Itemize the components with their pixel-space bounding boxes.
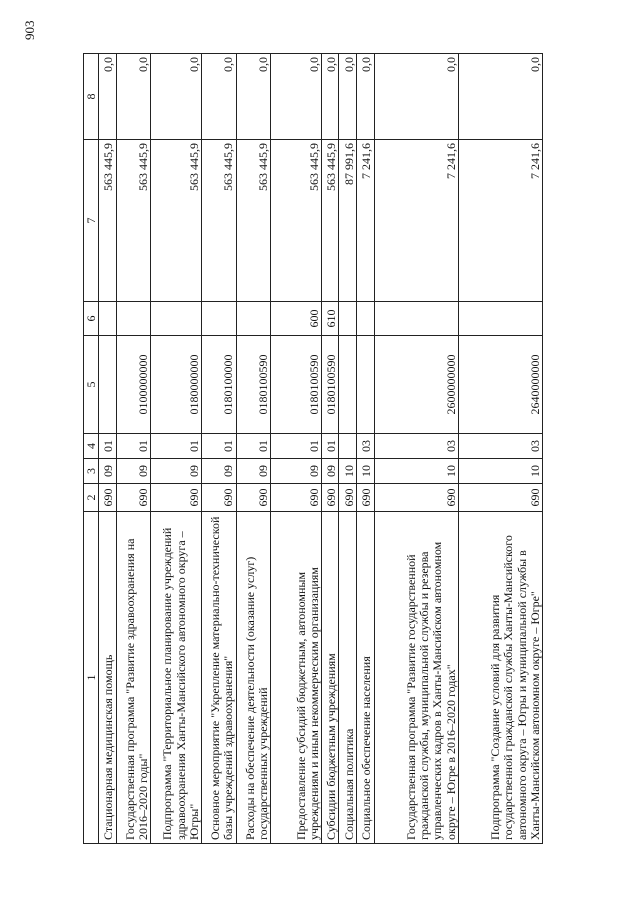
value-cell-c8: 0,0 bbox=[116, 54, 151, 140]
value-cell-c6 bbox=[339, 302, 357, 336]
value-cell-c5: 0180100000 bbox=[201, 336, 236, 434]
value-cell-c5: 0180100590 bbox=[321, 336, 339, 434]
table-row bbox=[236, 54, 271, 844]
header-cell: 1 bbox=[84, 512, 99, 844]
value-cell-c7: 7 241,6 bbox=[357, 140, 375, 302]
value-cell-c8: 0,0 bbox=[236, 54, 271, 140]
header-cell: 3 bbox=[84, 459, 99, 484]
value-cell-c6 bbox=[374, 302, 458, 336]
value-cell-c3: 10 bbox=[339, 459, 357, 484]
value-cell-c7: 563 445,9 bbox=[236, 140, 271, 302]
header-cell: 4 bbox=[84, 434, 99, 459]
budget-table bbox=[83, 53, 543, 844]
value-cell-c8: 0,0 bbox=[99, 54, 117, 140]
table-row bbox=[271, 54, 322, 844]
value-cell-c5 bbox=[99, 336, 117, 434]
value-cell-c7: 563 445,9 bbox=[151, 140, 202, 302]
value-cell-c2: 690 bbox=[99, 484, 117, 512]
value-cell-c5: 0100000000 bbox=[116, 336, 151, 434]
row-name-cell: Основное мероприятие "Укрепление материально-технической базы учреждений здравоохранения" bbox=[201, 512, 236, 844]
row-name-cell: Стационарная медицинская помощь bbox=[99, 512, 117, 844]
value-cell-c8: 0,0 bbox=[458, 54, 542, 140]
value-cell-c2: 690 bbox=[357, 484, 375, 512]
table-row bbox=[151, 54, 202, 844]
value-cell-c6 bbox=[151, 302, 202, 336]
value-cell-c2: 690 bbox=[116, 484, 151, 512]
value-cell-c6 bbox=[357, 302, 375, 336]
value-cell-c5: 2640000000 bbox=[458, 336, 542, 434]
value-cell-c2: 690 bbox=[236, 484, 271, 512]
header-cell: 2 bbox=[84, 484, 99, 512]
value-cell-c6 bbox=[458, 302, 542, 336]
value-cell-c4 bbox=[339, 434, 357, 459]
header-row bbox=[84, 54, 99, 844]
value-cell-c8: 0,0 bbox=[151, 54, 202, 140]
value-cell-c2: 690 bbox=[271, 484, 322, 512]
value-cell-c3: 09 bbox=[271, 459, 322, 484]
value-cell-c7: 87 991,6 bbox=[339, 140, 357, 302]
value-cell-c5: 0180100590 bbox=[271, 336, 322, 434]
row-name-cell: Социальное обеспечение населения bbox=[357, 512, 375, 844]
value-cell-c4: 01 bbox=[116, 434, 151, 459]
table-body bbox=[99, 54, 543, 844]
row-name-cell: Государственная программа "Развитие государственной гражданской службы, муниципальной службы и резерва управленческих кадров в Ханты-Мансийском автономном округе – Югре в 2016–2020 годах" bbox=[374, 512, 458, 844]
value-cell-c7: 7 241,6 bbox=[374, 140, 458, 302]
table-row bbox=[201, 54, 236, 844]
value-cell-c4: 01 bbox=[236, 434, 271, 459]
value-cell-c2: 690 bbox=[201, 484, 236, 512]
value-cell-c8: 0,0 bbox=[201, 54, 236, 140]
value-cell-c2: 690 bbox=[458, 484, 542, 512]
value-cell-c3: 09 bbox=[201, 459, 236, 484]
row-name-cell: Предоставление субсидий бюджетным, автономным учреждениям и иным некоммерческим организациям bbox=[271, 512, 322, 844]
value-cell-c2: 690 bbox=[151, 484, 202, 512]
page-number: 903 bbox=[22, 20, 37, 40]
value-cell-c8: 0,0 bbox=[374, 54, 458, 140]
table-row bbox=[458, 54, 542, 844]
value-cell-c4: 01 bbox=[321, 434, 339, 459]
value-cell-c6 bbox=[201, 302, 236, 336]
value-cell-c5: 0180000000 bbox=[151, 336, 202, 434]
value-cell-c5: 2600000000 bbox=[374, 336, 458, 434]
table-row bbox=[99, 54, 117, 844]
row-name-cell: Субсидии бюджетным учреждениям bbox=[321, 512, 339, 844]
value-cell-c8: 0,0 bbox=[271, 54, 322, 140]
value-cell-c3: 10 bbox=[357, 459, 375, 484]
value-cell-c4: 01 bbox=[201, 434, 236, 459]
table-row bbox=[339, 54, 357, 844]
value-cell-c7: 563 445,9 bbox=[321, 140, 339, 302]
header-cell: 7 bbox=[84, 140, 99, 302]
value-cell-c4: 03 bbox=[357, 434, 375, 459]
row-name-cell: Государственная программа "Развитие здравоохранения на 2016–2020 годы" bbox=[116, 512, 151, 844]
value-cell-c5: 0180100590 bbox=[236, 336, 271, 434]
value-cell-c8: 0,0 bbox=[321, 54, 339, 140]
value-cell-c4: 01 bbox=[99, 434, 117, 459]
value-cell-c6: 600 bbox=[271, 302, 322, 336]
value-cell-c2: 690 bbox=[374, 484, 458, 512]
value-cell-c7: 563 445,9 bbox=[99, 140, 117, 302]
value-cell-c7: 563 445,9 bbox=[201, 140, 236, 302]
header-cell: 6 bbox=[84, 302, 99, 336]
row-name-cell: Социальная политика bbox=[339, 512, 357, 844]
rotated-table-container bbox=[83, 54, 543, 844]
row-name-cell: Расходы на обеспечение деятельности (оказание услуг) государственных учреждений bbox=[236, 512, 271, 844]
value-cell-c3: 09 bbox=[99, 459, 117, 484]
value-cell-c6 bbox=[116, 302, 151, 336]
value-cell-c4: 01 bbox=[271, 434, 322, 459]
table-row bbox=[321, 54, 339, 844]
value-cell-c3: 09 bbox=[321, 459, 339, 484]
value-cell-c8: 0,0 bbox=[339, 54, 357, 140]
value-cell-c3: 10 bbox=[458, 459, 542, 484]
value-cell-c5 bbox=[339, 336, 357, 434]
value-cell-c4: 01 bbox=[151, 434, 202, 459]
header-cell: 8 bbox=[84, 54, 99, 140]
value-cell-c7: 7 241,6 bbox=[458, 140, 542, 302]
value-cell-c5 bbox=[357, 336, 375, 434]
table-row bbox=[357, 54, 375, 844]
value-cell-c6: 610 bbox=[321, 302, 339, 336]
value-cell-c7: 563 445,9 bbox=[271, 140, 322, 302]
value-cell-c3: 09 bbox=[116, 459, 151, 484]
row-name-cell: Подпрограмма "Создание условий для развития государственной гражданской службы Ханты-Мансийского автономного округа – Югры и муниципальной службы в Ханты-Мансийском автономном округе – Югре" bbox=[458, 512, 542, 844]
value-cell-c8: 0,0 bbox=[357, 54, 375, 140]
table-row bbox=[374, 54, 458, 844]
value-cell-c2: 690 bbox=[321, 484, 339, 512]
value-cell-c7: 563 445,9 bbox=[116, 140, 151, 302]
value-cell-c6 bbox=[99, 302, 117, 336]
table-row bbox=[116, 54, 151, 844]
value-cell-c4: 03 bbox=[374, 434, 458, 459]
value-cell-c4: 03 bbox=[458, 434, 542, 459]
row-name-cell: Подпрограмма "Территориальное планирование учреждений здравоохранения Ханты-Мансийского автономного округа – Югры" bbox=[151, 512, 202, 844]
value-cell-c6 bbox=[236, 302, 271, 336]
value-cell-c3: 09 bbox=[236, 459, 271, 484]
value-cell-c3: 10 bbox=[374, 459, 458, 484]
value-cell-c3: 09 bbox=[151, 459, 202, 484]
header-cell: 5 bbox=[84, 336, 99, 434]
value-cell-c2: 690 bbox=[339, 484, 357, 512]
